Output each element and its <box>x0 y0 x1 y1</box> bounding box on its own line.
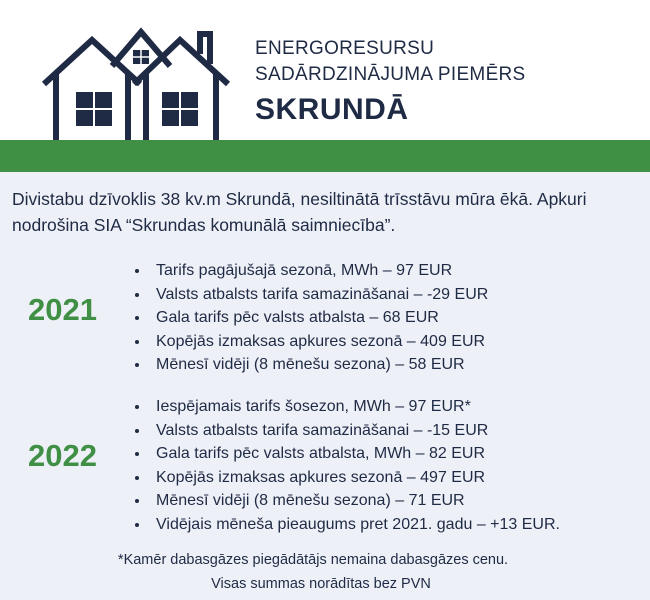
list-item: • Gala tarifs pēc valsts atbalsta, MWh – 82 EUR <box>150 442 560 466</box>
list-item: • Valsts atbalsts tarifa samazināšanai – -29 EUR <box>150 283 488 307</box>
year-2022-label: 2022 <box>28 438 97 473</box>
list-item: • Vidējais mēneša pieaugums pret 2021. gadu – +13 EUR. <box>150 513 560 537</box>
list-2021 <box>130 259 488 377</box>
list-item: • Iespējamais tarifs šosezon, MWh – 97 EUR* <box>150 395 560 419</box>
list-item: • Gala tarifs pēc valsts atbalsta – 68 EUR <box>150 306 488 330</box>
list-item: • Mēnesī vidēji (8 mēnešu sezona) – 71 EUR <box>150 489 560 513</box>
intro-text: Divistabu dzīvoklis 38 kv.m Skrundā, nesiltinātā trīsstāvu mūra ēkā. Apkuri nodrošina SIA “Skrundas komunālā saimniecība”. <box>12 189 587 235</box>
list-item: • Mēnesī vidēji (8 mēnešu sezona) – 58 EUR <box>150 353 488 377</box>
list-item: • Tarifs pagājušajā sezonā, MWh – 97 EUR <box>150 259 488 283</box>
footnote-gas-price: *Kamēr dabasgāzes piegādātājs nemaina dabasgāzes cenu. <box>117 552 509 568</box>
houses-icon <box>40 14 260 142</box>
page-title <box>255 36 526 132</box>
title-line-2: SADĀRDZINĀJUMA PIEMĒRS <box>255 64 526 85</box>
title-line-1: ENERGORESURSU <box>255 38 435 59</box>
list-item: • Valsts atbalsts tarifa samazināšanai – -15 EUR <box>150 419 560 443</box>
title-line-3: SKRUNDĀ <box>255 93 409 126</box>
list-2022 <box>130 395 560 536</box>
footnote-vat: Visas summas norādītas bez PVN <box>211 576 431 592</box>
list-item: • Kopējās izmaksas apkures sezonā – 497 EUR <box>150 466 560 490</box>
green-divider <box>0 140 650 172</box>
year-2021-label: 2021 <box>28 292 97 327</box>
list-item: • Kopējās izmaksas apkures sezonā – 409 EUR <box>150 330 488 354</box>
